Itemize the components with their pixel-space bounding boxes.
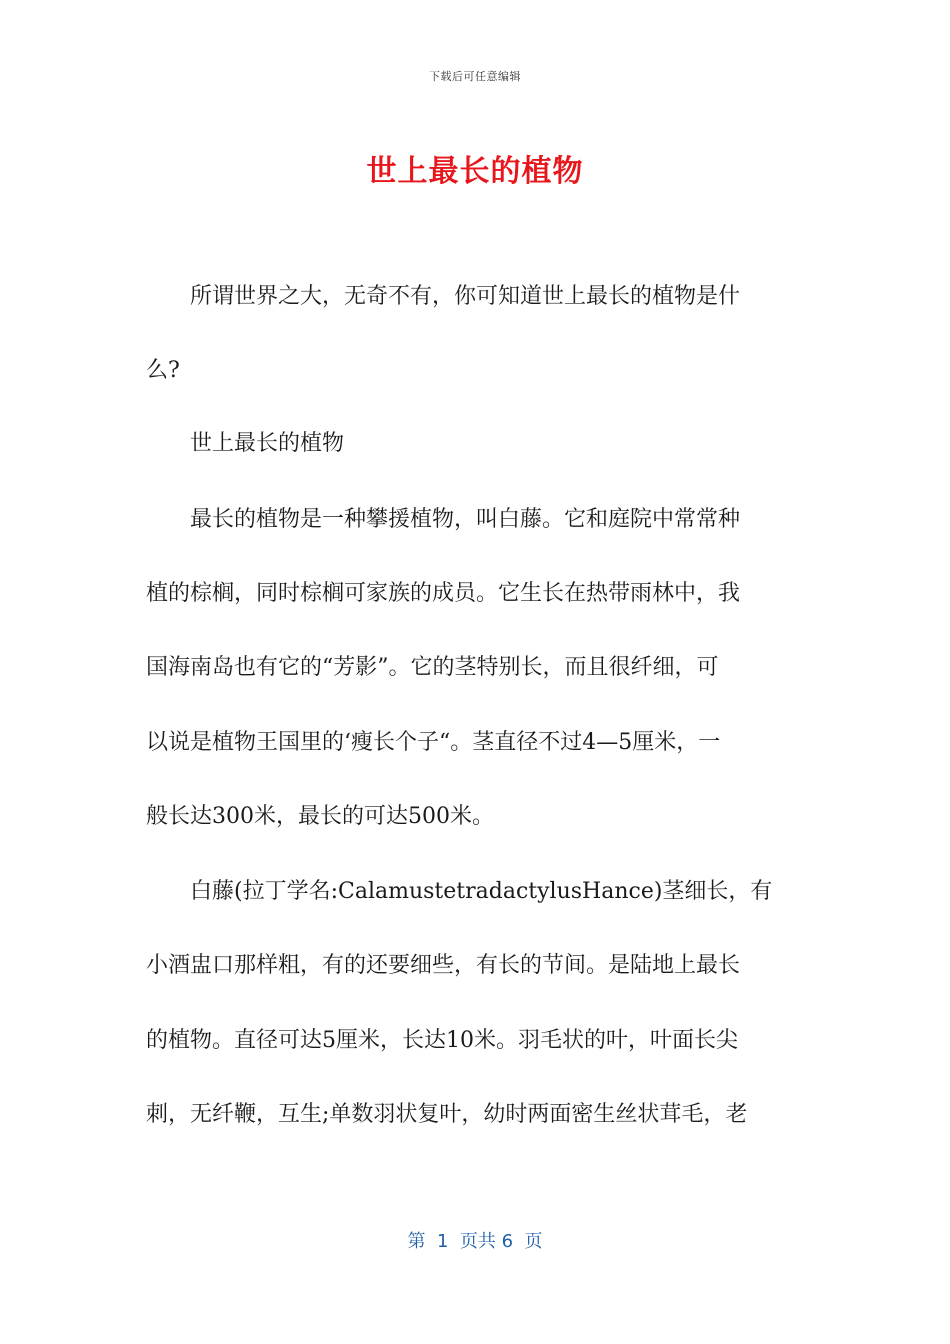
text-line: 最长的植物是一种攀援植物，叫白藤。它和庭院中常常种	[146, 507, 741, 532]
text-line: 的植物。直径可达5厘米，长达10米。羽毛状的叶，叶面长尖	[146, 1028, 738, 1053]
text-line: 国海南岛也有它的“芳影”。它的茎特别长，而且很纤细，可	[146, 655, 719, 680]
text-line: 般长达300米，最长的可达500米。	[146, 804, 494, 829]
text-line: 小酒盅口那样粗，有的还要细些，有长的节间。是陆地上最长	[146, 953, 741, 978]
text-line: 刺，无纤鞭，互生;单数羽状复叶，幼时两面密生丝状茸毛，老	[146, 1102, 748, 1127]
text-line: 世上最长的植物	[146, 431, 345, 456]
text-line: 白藤(拉丁学名:CalamustetradactylusHance)茎细长，有	[146, 879, 773, 904]
document-title: 世上最长的植物	[366, 154, 584, 189]
page-number-footer: 第 1 页共 6 页	[407, 1231, 543, 1252]
header-note: 下载后可任意编辑	[429, 70, 521, 83]
text-line: 么?	[146, 358, 180, 383]
text-line: 以说是植物王国里的‘瘦长个子“。茎直径不过4—5厘米，一	[146, 730, 721, 755]
text-line: 所谓世界之大，无奇不有，你可知道世上最长的植物是什	[146, 284, 741, 309]
text-line: 植的棕榈，同时棕榈可家族的成员。它生长在热带雨林中，我	[146, 581, 741, 606]
